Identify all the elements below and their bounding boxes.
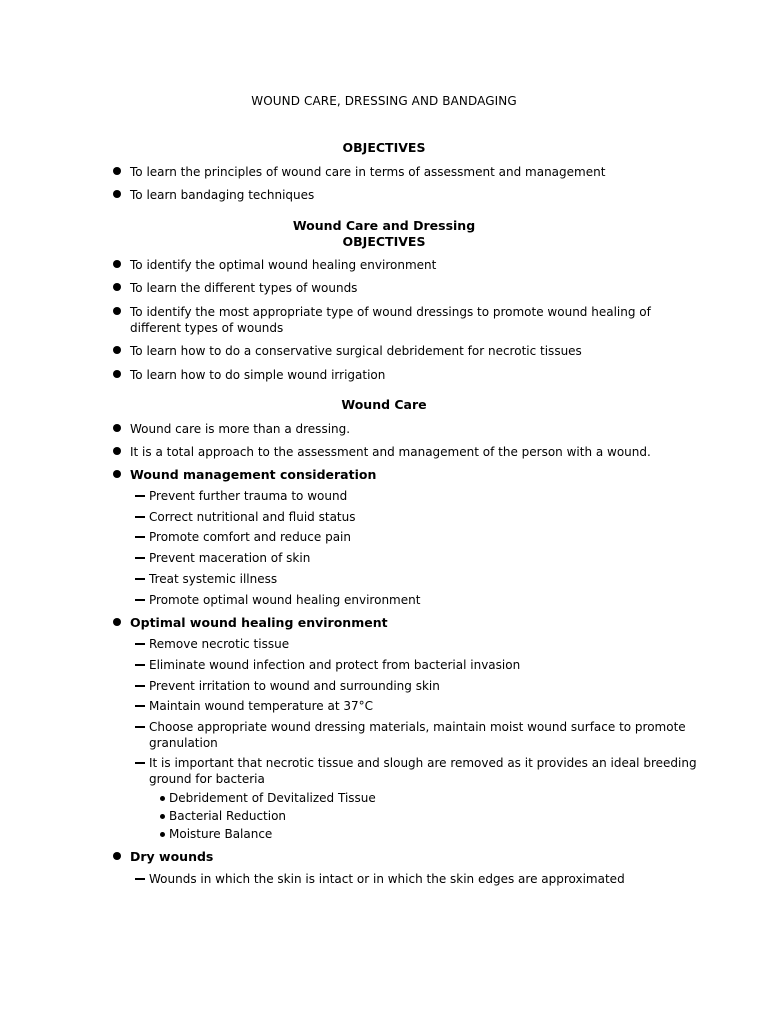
dash-icon [135,762,145,764]
sub-list-item-text: granulation [149,736,218,750]
sub-sub-list-item-text: Bacterial Reduction [169,809,287,823]
section-heading-wound-care: Wound Care [341,397,427,412]
dash-icon [135,726,145,728]
sub-list-item-text: Wounds in which the skin is intact or in which the skin edges are approximated [149,872,625,886]
dash-icon [135,705,145,707]
sub-list-item-text: Promote optimal wound healing environment [149,593,421,607]
list-item-text: To learn the principles of wound care in terms of assessment and management [130,165,606,179]
bullet-icon [113,260,121,268]
sub-list-item-text: Prevent further trauma to wound [149,489,348,503]
sub-list-item-text: Correct nutritional and fluid status [149,510,356,524]
small-bullet-icon [160,814,165,819]
bullet-icon [113,346,121,354]
dash-icon [135,599,145,601]
dash-icon [135,536,145,538]
dash-icon [135,643,145,645]
dash-icon [135,578,145,580]
sub-list-item-text: Prevent maceration of skin [149,551,311,565]
list-item-text: To identify the optimal wound healing environment [130,258,437,272]
sub-list-item-text: Maintain wound temperature at 37°C [149,699,374,713]
bullet-icon [113,283,121,291]
sub-list-item-text: Prevent irritation to wound and surrounding skin [149,679,440,693]
list-item-text: Wound care is more than a dressing. [130,422,351,436]
section-heading-wound-care-dressing: Wound Care and Dressing [292,218,476,233]
sub-list-item-text: Eliminate wound infection and protect from bacterial invasion [149,658,521,672]
dash-icon [135,664,145,666]
list-item-text: To learn the different types of wounds [130,281,358,295]
dash-icon [135,878,145,880]
list-item-label: Wound management consideration [130,467,377,482]
bullet-icon [113,167,121,175]
dash-icon [135,495,145,497]
sub-list-item-text: Choose appropriate wound dressing materials, maintain moist wound surface to promote [149,720,686,734]
list-item-label: Dry wounds [130,849,214,864]
bullet-icon [113,190,121,198]
bullet-icon [113,852,121,860]
bullet-icon [113,618,121,626]
sub-sub-list-item-text: Debridement of Devitalized Tissue [169,791,376,805]
sub-sub-list-item-text: Moisture Balance [169,827,273,841]
list-item-text: To identify the most appropriate type of wound dressings to promote wound healing of [130,305,651,319]
list-item-text: different types of wounds [130,321,284,335]
document-title: WOUND CARE, DRESSING AND BANDAGING [251,94,517,108]
small-bullet-icon [160,796,165,801]
dash-icon [135,685,145,687]
bullet-icon [113,307,121,315]
bullet-icon [113,370,121,378]
small-bullet-icon [160,832,165,837]
list-item-text: It is a total approach to the assessment and management of the person with a wound. [130,445,651,459]
list-item-text: To learn how to do simple wound irrigation [130,368,386,382]
sub-list-item-text: Treat systemic illness [149,572,278,586]
list-item-text: To learn how to do a conservative surgical debridement for necrotic tissues [130,344,582,358]
bullet-icon [113,424,121,432]
sub-list-item-text: Promote comfort and reduce pain [149,530,351,544]
sub-list-item-text: It is important that necrotic tissue and slough are removed as it provides an ideal breeding [149,756,697,770]
sub-list-item-text: ground for bacteria [149,772,265,786]
section-subheading-objectives: OBJECTIVES [342,234,426,249]
bullet-icon [113,470,121,478]
bullet-icon [113,447,121,455]
list-item-text: To learn bandaging techniques [130,188,315,202]
dash-icon [135,557,145,559]
list-item-label: Optimal wound healing environment [130,615,388,630]
sub-list-item-text: Remove necrotic tissue [149,637,290,651]
objectives-heading: OBJECTIVES [342,140,426,155]
dash-icon [135,516,145,518]
